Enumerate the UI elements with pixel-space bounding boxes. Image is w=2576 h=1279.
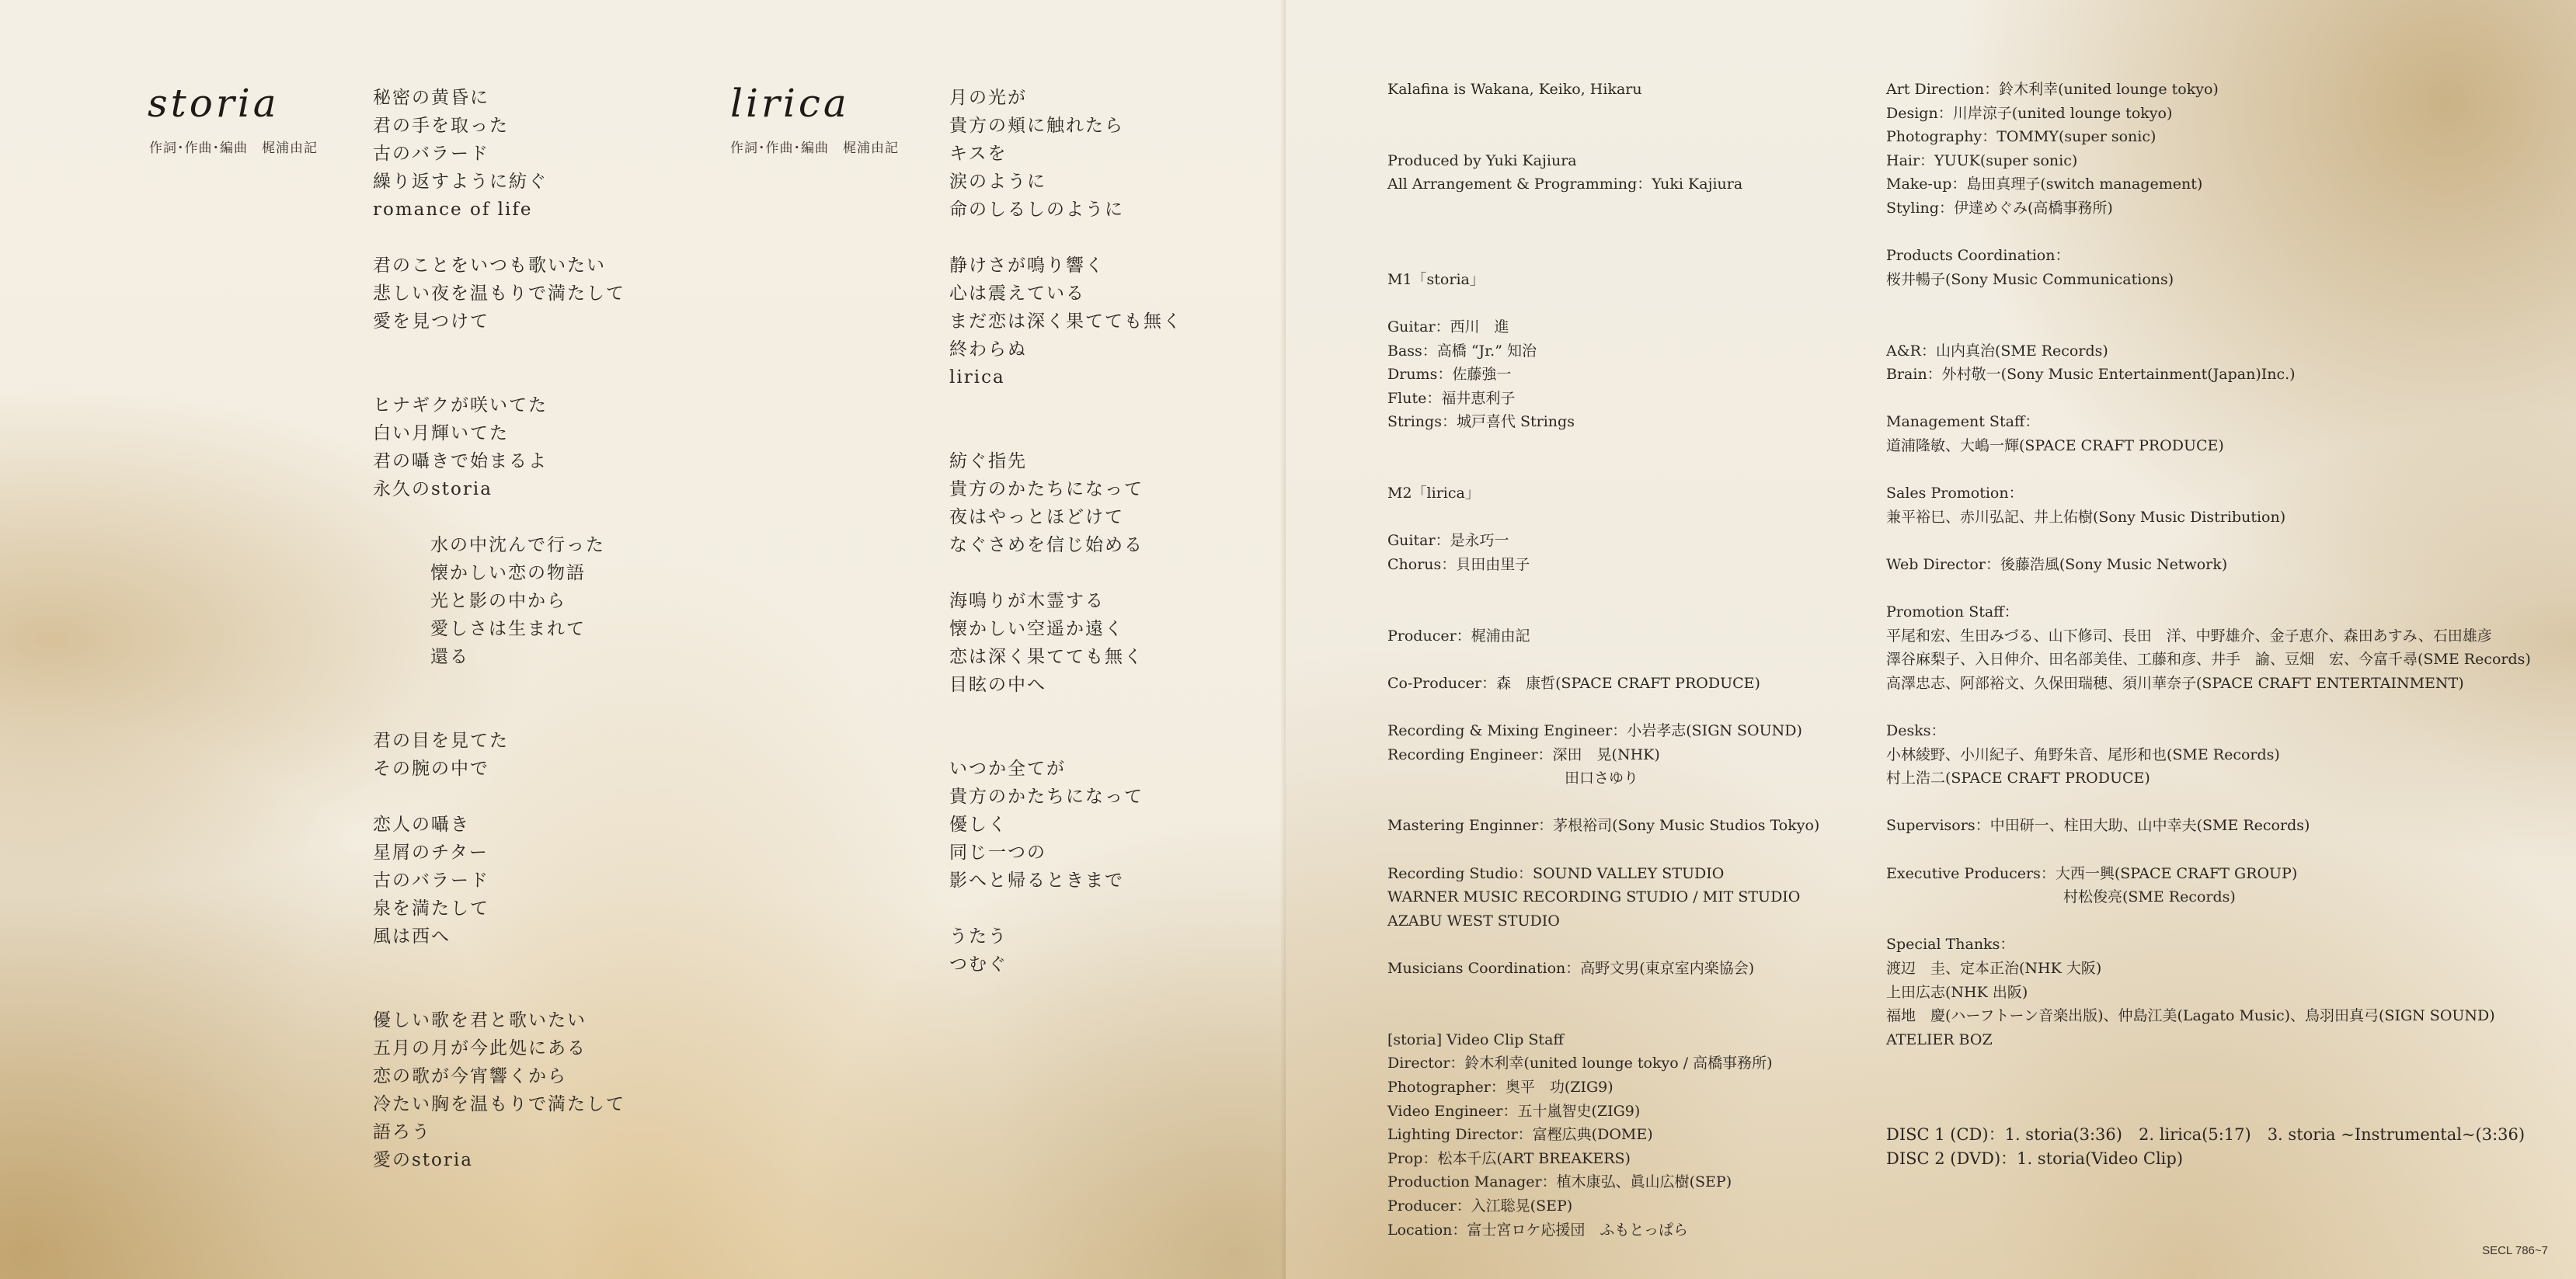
credit-gap	[1387, 695, 1819, 719]
lyric-line: 愛しさは生まれて	[430, 619, 586, 639]
credit-line: Prop：松本千広(ART BREAKERS)	[1387, 1149, 1631, 1167]
credit-line: 小林綾野、小川紀子、角野朱音、尾形和也(SME Records)	[1886, 746, 2280, 763]
credit-line: [storia] Video Clip Staff	[1387, 1030, 1564, 1048]
credit-line: Production Manager：植木康弘、眞山広樹(SEP)	[1387, 1173, 1732, 1191]
lyric-line: romance of life	[373, 200, 533, 220]
lyric-gap	[949, 727, 1182, 755]
right-page-credits	[1286, 0, 2576, 1279]
lyric-line: 古のバラード	[373, 144, 489, 164]
lyric-line: 秘密の黄昏に	[373, 88, 489, 108]
credit-line: A&R：山内真治(SME Records)	[1886, 342, 2108, 360]
lyric-line: 水の中沈んで行った	[430, 535, 605, 555]
lyric-line: 君の手を取った	[373, 116, 509, 136]
credit-line: 道浦隆敏、大嶋一輝(SPACE CRAFT PRODUCE)	[1886, 436, 2224, 454]
lyric-line: 愛のstoria	[373, 1150, 473, 1170]
credit-gap	[1387, 102, 1819, 126]
credit-line: Chorus：貝田由里子	[1387, 555, 1530, 573]
credit-gap	[1387, 244, 1819, 268]
lyric-line: つむぐ	[949, 954, 1008, 975]
lyric-line: 愛を見つけて	[373, 311, 489, 332]
credit-line: AZABU WEST STUDIO	[1387, 912, 1560, 930]
credit-line: Co-Producer：森 康哲(SPACE CRAFT PRODUCE)	[1387, 674, 1760, 692]
credit-gap	[1387, 648, 1819, 672]
credit-gap	[1886, 1100, 2531, 1124]
storia-lyrics	[373, 84, 625, 1174]
credit-line: 福地 慶(ハーフトーン音楽出版)、仲島江美(Lagato Music)、鳥羽田真弓(SIGN SOUND)	[1886, 1007, 2495, 1025]
credit-line: 渡辺 圭、定本正治(NHK 大阪)	[1886, 959, 2102, 977]
credit-gap	[1387, 838, 1819, 862]
storia-credit: 作詞･作曲･編曲 梶浦由記	[149, 141, 318, 156]
credit-gap	[1387, 576, 1819, 600]
lyric-line: その腕の中で	[373, 759, 489, 779]
credit-line: DISC 2 (DVD)：1. storia(Video Clip)	[1886, 1149, 2184, 1168]
credit-line: Art Direction：鈴木利幸(united lounge tokyo)	[1886, 81, 2219, 98]
credit-line: Styling：伊達めぐみ(高橋事務所)	[1886, 199, 2113, 217]
lyric-line: 優しい歌を君と歌いたい	[373, 1010, 587, 1030]
lyric-line: 君の目を見てた	[373, 731, 509, 751]
lyric-line: 命のしるしのように	[949, 200, 1124, 220]
credit-gap	[1886, 291, 2531, 315]
lyric-line: 目眩の中へ	[949, 675, 1046, 695]
lyric-line: 涙のように	[949, 172, 1046, 192]
credit-line: Web Director：後藤浩風(Sony Music Network)	[1886, 555, 2228, 573]
credit-gap	[1387, 458, 1819, 482]
credit-line: Location：富士宮ロケ応援団 ふもとっぱら	[1387, 1221, 1689, 1239]
credit-gap	[1886, 909, 2531, 933]
credit-line: Supervisors：中田研一、柱田大助、山中幸夫(SME Records)	[1886, 817, 2310, 835]
credit-line: Special Thanks：	[1886, 936, 2015, 954]
credit-gap	[1886, 791, 2531, 815]
credit-gap	[1886, 838, 2531, 862]
lyric-line: 語ろう	[373, 1122, 431, 1142]
lyric-line: ヒナギクが咲いてた	[373, 395, 548, 415]
lyric-line: 繰り返すように紡ぐ	[373, 172, 548, 192]
credit-line: Produced by Yuki Kajiura	[1387, 151, 1577, 169]
credit-gap	[1886, 458, 2531, 482]
credit-gap	[1387, 434, 1819, 458]
lyric-line: 貴方のかたちになって	[949, 479, 1144, 499]
credit-line: Video Engineer：五十嵐智史(ZIG9)	[1387, 1102, 1641, 1120]
credit-line: ATELIER BOZ	[1886, 1030, 1993, 1048]
credit-line: Recording Engineer：深田 晃(NHK)	[1387, 746, 1660, 763]
lyric-line: 心は震えている	[949, 283, 1085, 304]
lyric-line: 同じ一つの	[949, 843, 1046, 863]
credit-line: Promotion Staff：	[1886, 603, 2019, 621]
lyric-gap	[373, 978, 625, 1006]
credit-gap	[1387, 291, 1819, 315]
credit-gap	[1387, 791, 1819, 815]
credit-gap	[1886, 387, 2531, 411]
lyric-line: 海鳴りが木霊する	[949, 591, 1105, 611]
lyric-line: 還る	[430, 647, 469, 667]
lyric-gap	[373, 699, 625, 727]
lyric-line: まだ恋は深く果てても無く	[949, 311, 1182, 332]
credit-line: Recording & Mixing Engineer：小岩孝志(SIGN SOUND)	[1387, 722, 1802, 740]
credit-gap	[1886, 315, 2531, 339]
credit-line: Design：川岸涼子(united lounge tokyo)	[1886, 104, 2173, 122]
lyric-line: キスを	[949, 144, 1008, 164]
lyric-line: 夜はやっとほどけて	[949, 507, 1124, 527]
lyric-gap	[949, 559, 1182, 587]
lyric-gap	[373, 951, 625, 978]
lyric-line: 終わらぬ	[949, 339, 1027, 360]
lyric-line: 恋人の囁き	[373, 815, 470, 835]
lirica-credit: 作詞･作曲･編曲 梶浦由記	[730, 141, 899, 156]
credit-gap	[1387, 1004, 1819, 1028]
credit-line: 村上浩二(SPACE CRAFT PRODUCE)	[1886, 770, 2150, 787]
credit-line: 平尾和宏、生田みづる、山下修司、長田 洋、中野雄介、金子恵介、森田あすみ、石田雄彦	[1886, 627, 2492, 645]
lyric-gap	[373, 335, 625, 363]
credit-line: 田口さゆり	[1387, 770, 1639, 787]
credit-line: Guitar：西川 進	[1387, 318, 1509, 335]
lyric-line: 懐かしい空遥か遠く	[949, 619, 1124, 639]
credit-gap	[1387, 933, 1819, 957]
lyric-line: 君のことをいつも歌いたい	[373, 255, 606, 276]
credit-line: Recording Studio：SOUND VALLEY STUDIO	[1387, 864, 1725, 882]
credit-line: 桜井暢子(Sony Music Communications)	[1886, 270, 2174, 288]
lyric-line: 静けさが鳴り響く	[949, 255, 1105, 276]
lyric-gap	[949, 895, 1182, 923]
lyric-line: 五月の月が今此処にある	[373, 1038, 587, 1058]
credit-line: Producer：梶浦由記	[1387, 627, 1530, 645]
lyric-line: 影へと帰るときまで	[949, 871, 1124, 891]
lyric-line: 君の囁きで始まるよ	[373, 451, 548, 471]
credit-line: Products Coordination：	[1886, 247, 2070, 265]
credit-line: Desks：	[1886, 722, 1946, 740]
lyric-gap	[949, 699, 1182, 727]
lyric-line: 星屑のチター	[373, 843, 489, 863]
lyric-line: 悲しい夜を温もりで満たして	[373, 283, 625, 304]
credit-gap	[1387, 221, 1819, 245]
credit-gap	[1886, 1051, 2531, 1076]
credit-line: WARNER MUSIC RECORDING STUDIO / MIT STUDIO	[1387, 888, 1801, 906]
credit-line: Make-up：島田真理子(switch management)	[1886, 176, 2203, 193]
credit-gap	[1387, 600, 1819, 624]
lyric-line: 永久のstoria	[373, 479, 493, 499]
lyric-gap	[373, 783, 625, 811]
lyric-line: 風は西へ	[373, 926, 451, 947]
lirica-title: lirica	[730, 81, 850, 126]
credit-line: Director：鈴木利幸(united lounge tokyo / 高橋事務所)	[1387, 1055, 1773, 1072]
lyric-gap	[949, 224, 1182, 252]
credit-gap	[1886, 1076, 2531, 1100]
lyric-gap	[373, 503, 625, 531]
lyric-gap	[373, 671, 625, 699]
credit-line: 高澤忠志、阿部裕文、久保田瑞穂、須川華奈子(SPACE CRAFT ENTERTAINMENT)	[1886, 674, 2464, 692]
credit-line: 村松俊亮(SME Records)	[1886, 888, 2236, 906]
credit-gap	[1387, 125, 1819, 149]
lyric-line: 光と影の中から	[430, 591, 566, 611]
credit-line: M1「storia」	[1387, 270, 1485, 288]
credit-line: 澤谷麻梨子、入日伸介、田名部美佳、工藤和彦、井手 諭、豆畑 宏、今富千尋(SME Records)	[1886, 651, 2531, 669]
lirica-lyrics	[949, 84, 1182, 978]
credit-gap	[1387, 196, 1819, 221]
credit-gap	[1886, 221, 2531, 245]
lyric-line: 懐かしい恋の物語	[430, 563, 586, 583]
credit-line: Kalafina is Wakana, Keiko, Hikaru	[1387, 81, 1642, 98]
credit-line: Drums：佐藤強一	[1387, 366, 1512, 384]
credit-line: Flute：福井恵利子	[1387, 389, 1516, 407]
credit-line: Guitar：是永巧一	[1387, 532, 1509, 550]
credit-line: Musicians Coordination：高野文男(東京室内楽協会)	[1387, 959, 1755, 977]
credit-line: All Arrangement & Programming：Yuki Kajiura	[1387, 176, 1743, 193]
credit-line: M2「lirica」	[1387, 485, 1480, 502]
lyric-line: 優しく	[949, 815, 1008, 835]
credit-gap	[1886, 576, 2531, 600]
credit-line: Sales Promotion：	[1886, 485, 2024, 502]
lyric-line: なぐさめを信じ始める	[949, 535, 1144, 555]
lyric-line: いつか全てが	[949, 759, 1066, 779]
lyric-line: 泉を満たして	[373, 898, 489, 919]
credit-line: 兼平裕巳、赤川弘記、井上佑樹(Sony Music Distribution)	[1886, 508, 2286, 526]
lyric-line: 貴方の頬に触れたら	[949, 116, 1124, 136]
lyric-gap	[373, 224, 625, 252]
lyric-line: 恋は深く果てても無く	[949, 647, 1144, 667]
lyric-line: 冷たい胸を温もりで満たして	[373, 1094, 625, 1114]
lyric-line: 月の光が	[949, 88, 1027, 108]
credits-column-2	[1886, 78, 2531, 1170]
lyric-line: 恋の歌が今宵響くから	[373, 1066, 567, 1086]
credit-line: Photographer：奥平 功(ZIG9)	[1387, 1078, 1613, 1096]
lyric-line: 貴方のかたちになって	[949, 787, 1144, 807]
credit-line: Management Staff：	[1886, 413, 2040, 431]
credit-line: 上田広志(NHK 出阪)	[1886, 983, 2028, 1001]
credit-line: Bass：高橋 “Jr.” 知治	[1387, 342, 1537, 360]
left-page-lyrics	[0, 0, 1286, 1279]
credit-line: Brain：外村敬一(Sony Music Entertainment(Japan)Inc.)	[1886, 366, 2296, 384]
lyric-line: 白い月輝いてた	[373, 423, 509, 443]
credit-gap	[1886, 695, 2531, 719]
lyric-gap	[373, 363, 625, 391]
credit-gap	[1886, 529, 2531, 553]
lyric-line: 古のバラード	[373, 871, 489, 891]
credit-line: Hair：YUUK(super sonic)	[1886, 151, 2078, 169]
credit-line: Mastering Enginner：茅根裕司(Sony Music Studios Tokyo)	[1387, 817, 1820, 835]
lyric-line: 紡ぐ指先	[949, 451, 1027, 471]
credits-column-1	[1387, 78, 1819, 1242]
lyric-gap	[949, 419, 1182, 447]
storia-title: storia	[148, 81, 280, 126]
credit-line: Strings：城戸喜代 Strings	[1387, 413, 1575, 431]
credit-gap	[1387, 981, 1819, 1005]
lyric-line: lirica	[949, 367, 1005, 388]
catalog-number: SECL 786~7	[2482, 1244, 2548, 1257]
credit-line: Producer：入江聡晃(SEP)	[1387, 1197, 1573, 1215]
credit-line: Executive Producers：大西一興(SPACE CRAFT GROUP)	[1886, 864, 2298, 882]
credit-line: DISC 1 (CD)：1. storia(3:36) 2. lirica(5:17) 3. storia ~Instrumental~(3:36)	[1886, 1125, 2526, 1145]
lyric-gap	[949, 391, 1182, 419]
credit-line: Photography：TOMMY(super sonic)	[1886, 128, 2157, 146]
lyric-line: うたう	[949, 926, 1008, 947]
credit-gap	[1387, 506, 1819, 530]
credit-line: Lighting Director：富樫広典(DOME)	[1387, 1126, 1653, 1144]
